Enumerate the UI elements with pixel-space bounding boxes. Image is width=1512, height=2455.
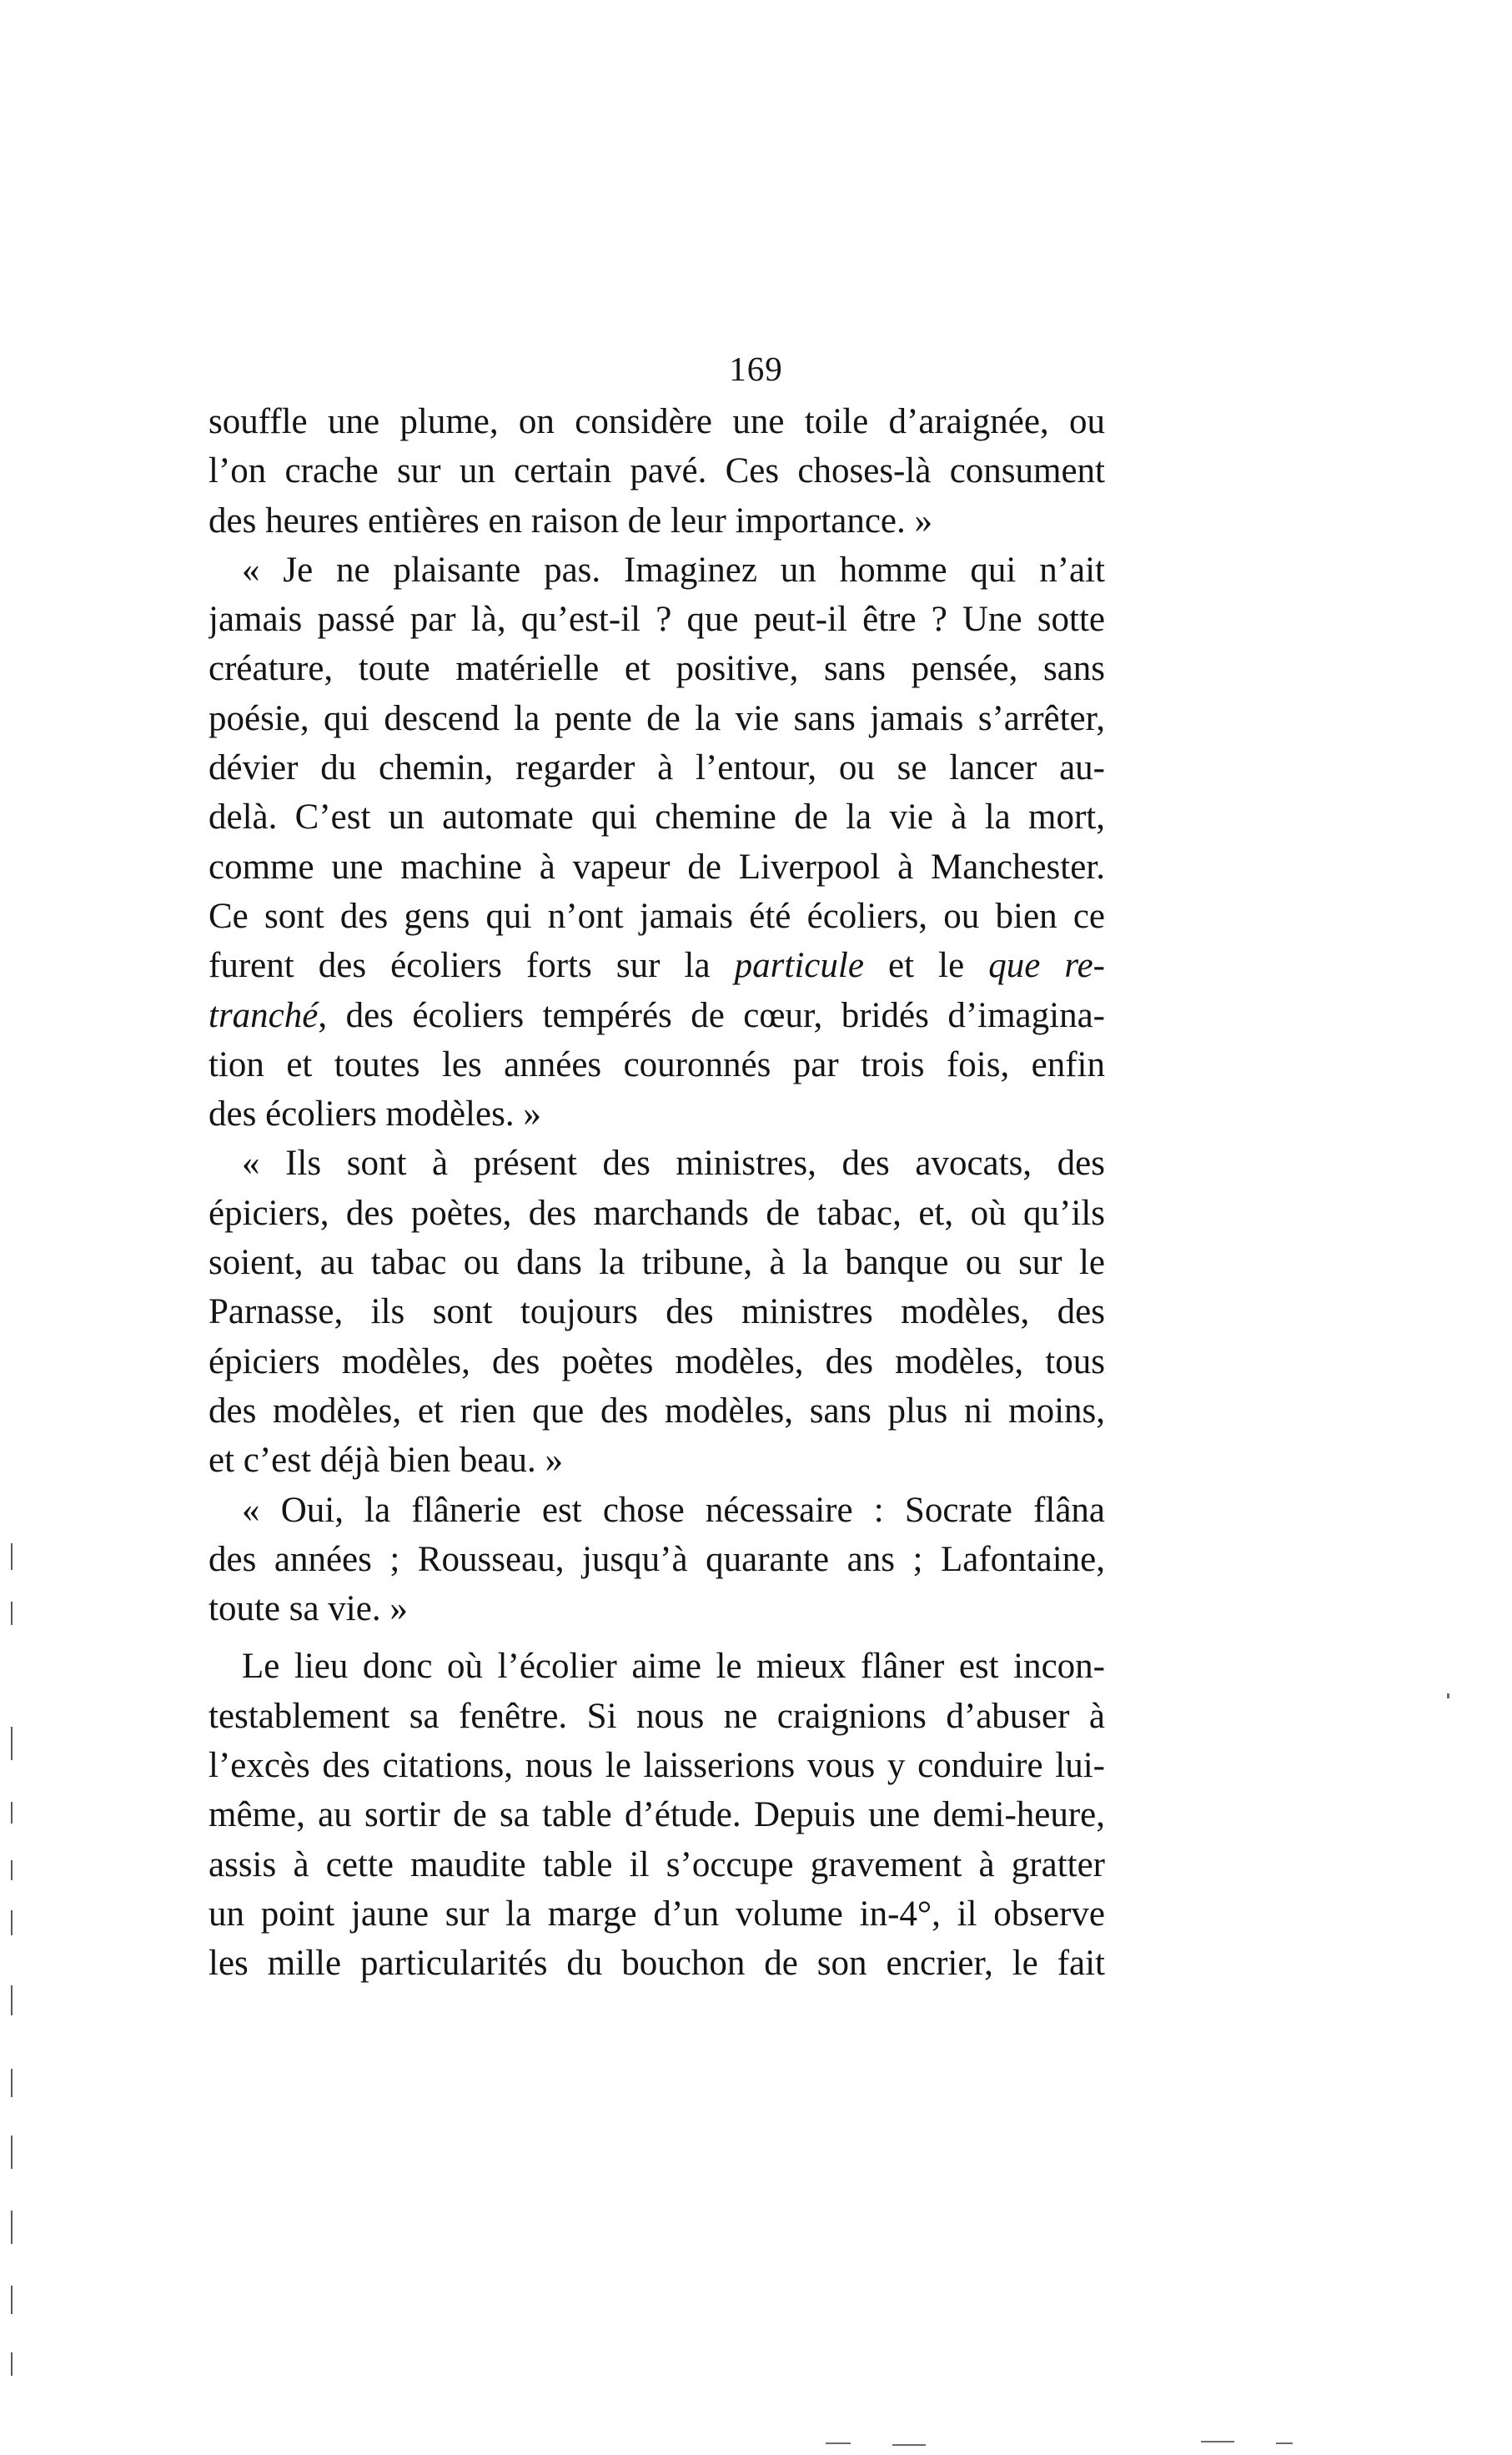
text-line: furent des écoliers forts sur la particule et le que re- (208, 946, 1105, 986)
text-line: tranché, des écoliers tempérés de cœur, bridés d’imagina- (208, 995, 1105, 1035)
text-line: assis à cette maudite table il s’occupe gravement à gratter (208, 1844, 1105, 1884)
scan-edge-mark (11, 1602, 13, 1625)
text-line: souffle une plume, on considère une toile d’araignée, ou (208, 402, 1105, 441)
scan-speck (1447, 1693, 1449, 1698)
text-line: tion et toutes les années couronnés par trois fois, enfin (208, 1044, 1105, 1084)
text-line: « Ils sont à présent des ministres, des avocats, des (242, 1144, 1105, 1184)
text-line: Parnasse, ils sont toujours des ministres modèles, des (208, 1292, 1105, 1332)
scan-edge-mark (11, 1860, 13, 1880)
scan-edge-mark (11, 2352, 13, 2376)
scan-speck (1201, 2441, 1234, 2442)
text-line: un point jaune sur la marge d’un volume in-4°, il observe (208, 1894, 1105, 1934)
text-line: épiciers modèles, des poètes modèles, des modèles, tous (208, 1341, 1105, 1381)
text-line: « Je ne plaisante pas. Imaginez un homme qui n’ait (242, 550, 1105, 590)
page-number: 169 (729, 350, 783, 388)
text-line: comme une machine à vapeur de Liverpool à Manchester. (208, 847, 1105, 887)
scan-speck (892, 2444, 926, 2446)
scan-edge-mark (11, 2286, 13, 2314)
scan-edge-mark (11, 2136, 13, 2169)
scan-edge-mark (11, 2211, 13, 2244)
text-line: créature, toute matérielle et positive, sans pensée, sans (208, 649, 1105, 689)
text-line: épiciers, des poètes, des marchands de tabac, et, où qu’ils (208, 1193, 1105, 1233)
text-line: jamais passé par là, qu’est-il ? que peut-il être ? Une sotte (208, 600, 1105, 640)
text-line: des heures entières en raison de leur importance. » (208, 501, 933, 541)
scan-edge-mark (11, 1910, 13, 1935)
text-line: l’excès des citations, nous le laisserions vous y conduire lui- (208, 1746, 1105, 1786)
text-line: des écoliers modèles. » (208, 1094, 541, 1134)
scan-speck (826, 2442, 851, 2444)
text-line: dévier du chemin, regarder à l’entour, ou se lancer au- (208, 748, 1105, 788)
text-line: et c’est déjà bien beau. » (208, 1441, 564, 1481)
text-line: soient, au tabac ou dans la tribune, à la banque ou sur le (208, 1243, 1105, 1283)
text-line: poésie, qui descend la pente de la vie sans jamais s’arrêter, (208, 698, 1105, 738)
text-line: des années ; Rousseau, jusqu’à quarante ans ; Lafontaine, (208, 1539, 1105, 1579)
text-line: l’on crache sur un certain pavé. Ces choses-là consument (208, 451, 1105, 491)
text-line: delà. C’est un automate qui chemine de la vie à la mort, (208, 797, 1105, 838)
scan-speck (1276, 2442, 1293, 2444)
body-text (208, 397, 1105, 1989)
text-line: même, au sortir de sa table d’étude. Depuis une demi-heure, (208, 1795, 1105, 1835)
scan-edge-mark (11, 1543, 13, 1570)
scan-edge-mark (11, 1802, 13, 1824)
text-line: « Oui, la flânerie est chose nécessaire : Socrate flâna (242, 1490, 1105, 1530)
text-line: Ce sont des gens qui n’ont jamais été écoliers, ou bien ce (208, 896, 1105, 936)
scan-edge-mark (11, 1727, 13, 1760)
text-line: toute sa vie. » (208, 1589, 408, 1629)
text-line: les mille particularités du bouchon de son encrier, le fait (208, 1944, 1105, 1984)
scan-edge-mark (11, 2069, 13, 2097)
text-line: testablement sa fenêtre. Si nous ne craignions d’abuser à (208, 1696, 1105, 1736)
text-line: des modèles, et rien que des modèles, sans plus ni moins, (208, 1391, 1105, 1431)
scan-edge-mark (11, 1985, 13, 2015)
text-line: Le lieu donc où l’écolier aime le mieux flâner est incon- (242, 1647, 1105, 1687)
